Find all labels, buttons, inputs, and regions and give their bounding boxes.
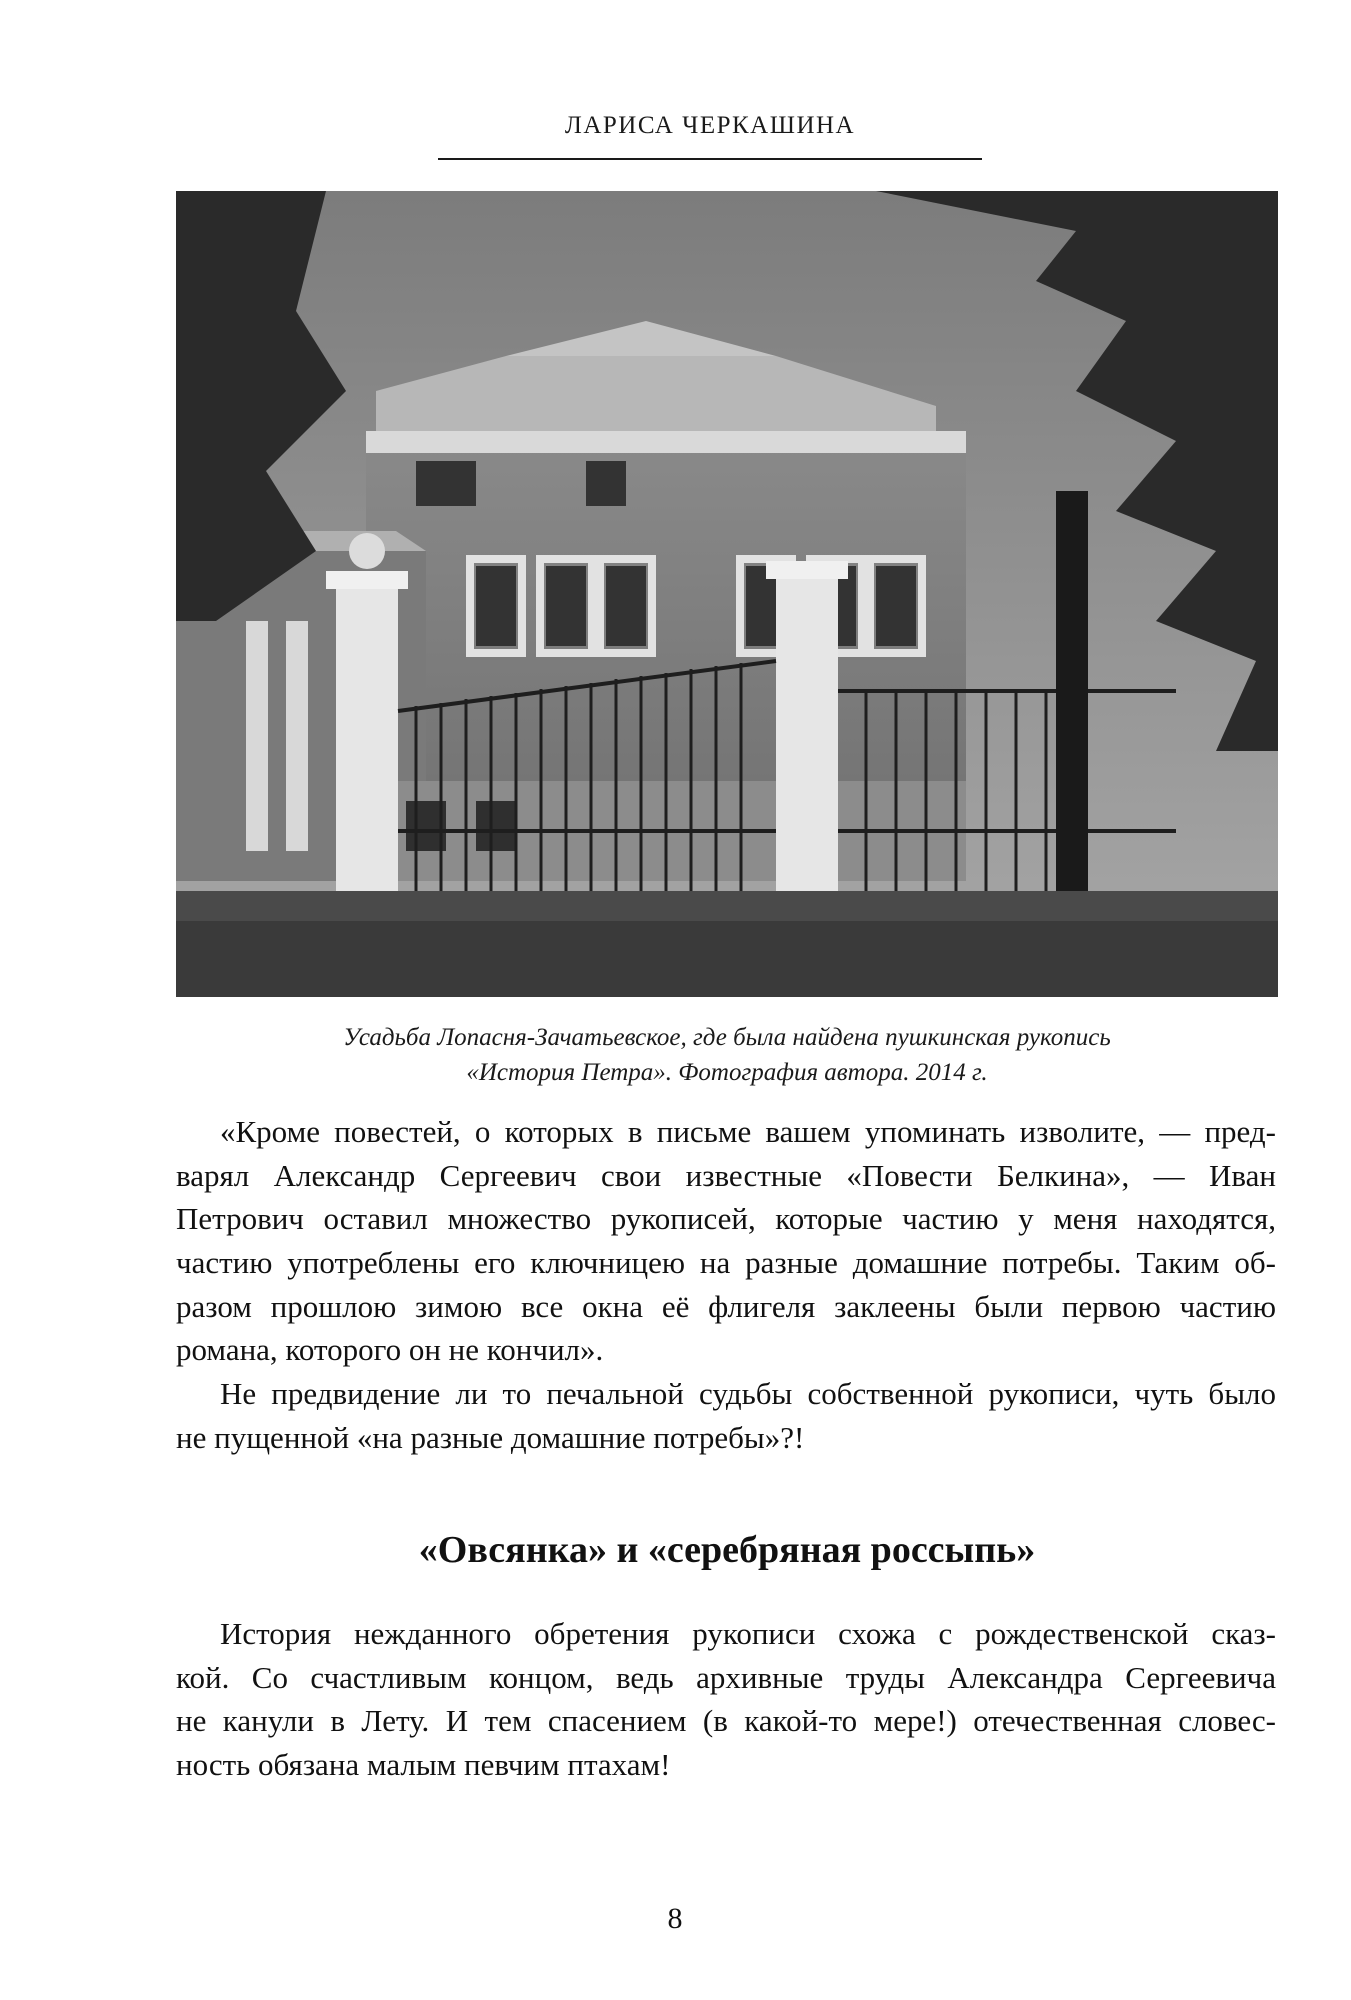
estate-photo xyxy=(176,191,1278,997)
text-line: романа, которого он не кончил». xyxy=(176,1332,604,1368)
text-line: варял Александр Сергеевич свои известные «Повести Белкина», — Иван xyxy=(176,1157,1276,1193)
text-line: кой. Со счастливым концом, ведь архивные труды Александра Сергеевича xyxy=(176,1659,1276,1695)
text-line: не пущенной «на разные домашние потребы»?! xyxy=(176,1419,805,1455)
text-line: История нежданного обретения рукописи схожа с рождественской сказ- xyxy=(220,1616,1276,1651)
text-line: Не предвидение ли то печальной судьбы собственной рукописи, чуть было xyxy=(220,1376,1276,1411)
page-number: 8 xyxy=(667,1902,683,1935)
text-line: ность обязана малым певчим птахам! xyxy=(176,1747,671,1783)
running-head: ЛАРИСА ЧЕРКАШИНА xyxy=(564,112,856,139)
text-line: не канули в Лету. И тем спасением (в какой-то мере!) отечественная словес- xyxy=(176,1703,1276,1739)
paragraph-premonition xyxy=(176,1372,1276,1459)
text-line: «Кроме повестей, о которых в письме вашем упоминать изволите, — пред- xyxy=(220,1114,1276,1149)
text-line: разом прошлою зимою все окна её флигеля заклеены были первою частию xyxy=(176,1288,1276,1324)
header-rule xyxy=(438,158,982,160)
text-line: частию употреблены его ключницею на разные домашние потребы. Таким об- xyxy=(176,1245,1276,1281)
estate-photo-drawing xyxy=(176,191,1278,997)
paragraph-quote xyxy=(176,1110,1276,1372)
caption-line: «История Петра». Фотография автора. 2014 г. xyxy=(466,1059,988,1086)
caption-line: Усадьба Лопасня-Зачатьевское, где была найдена пушкинская рукопись xyxy=(343,1024,1111,1051)
section-heading: «Овсянка» и «серебряная россыпь» xyxy=(418,1529,1036,1571)
text-line: Петрович оставил множество рукописей, которые частию у меня находятся, xyxy=(176,1201,1276,1237)
paragraph-history xyxy=(176,1612,1276,1787)
photo-caption xyxy=(176,1020,1278,1090)
